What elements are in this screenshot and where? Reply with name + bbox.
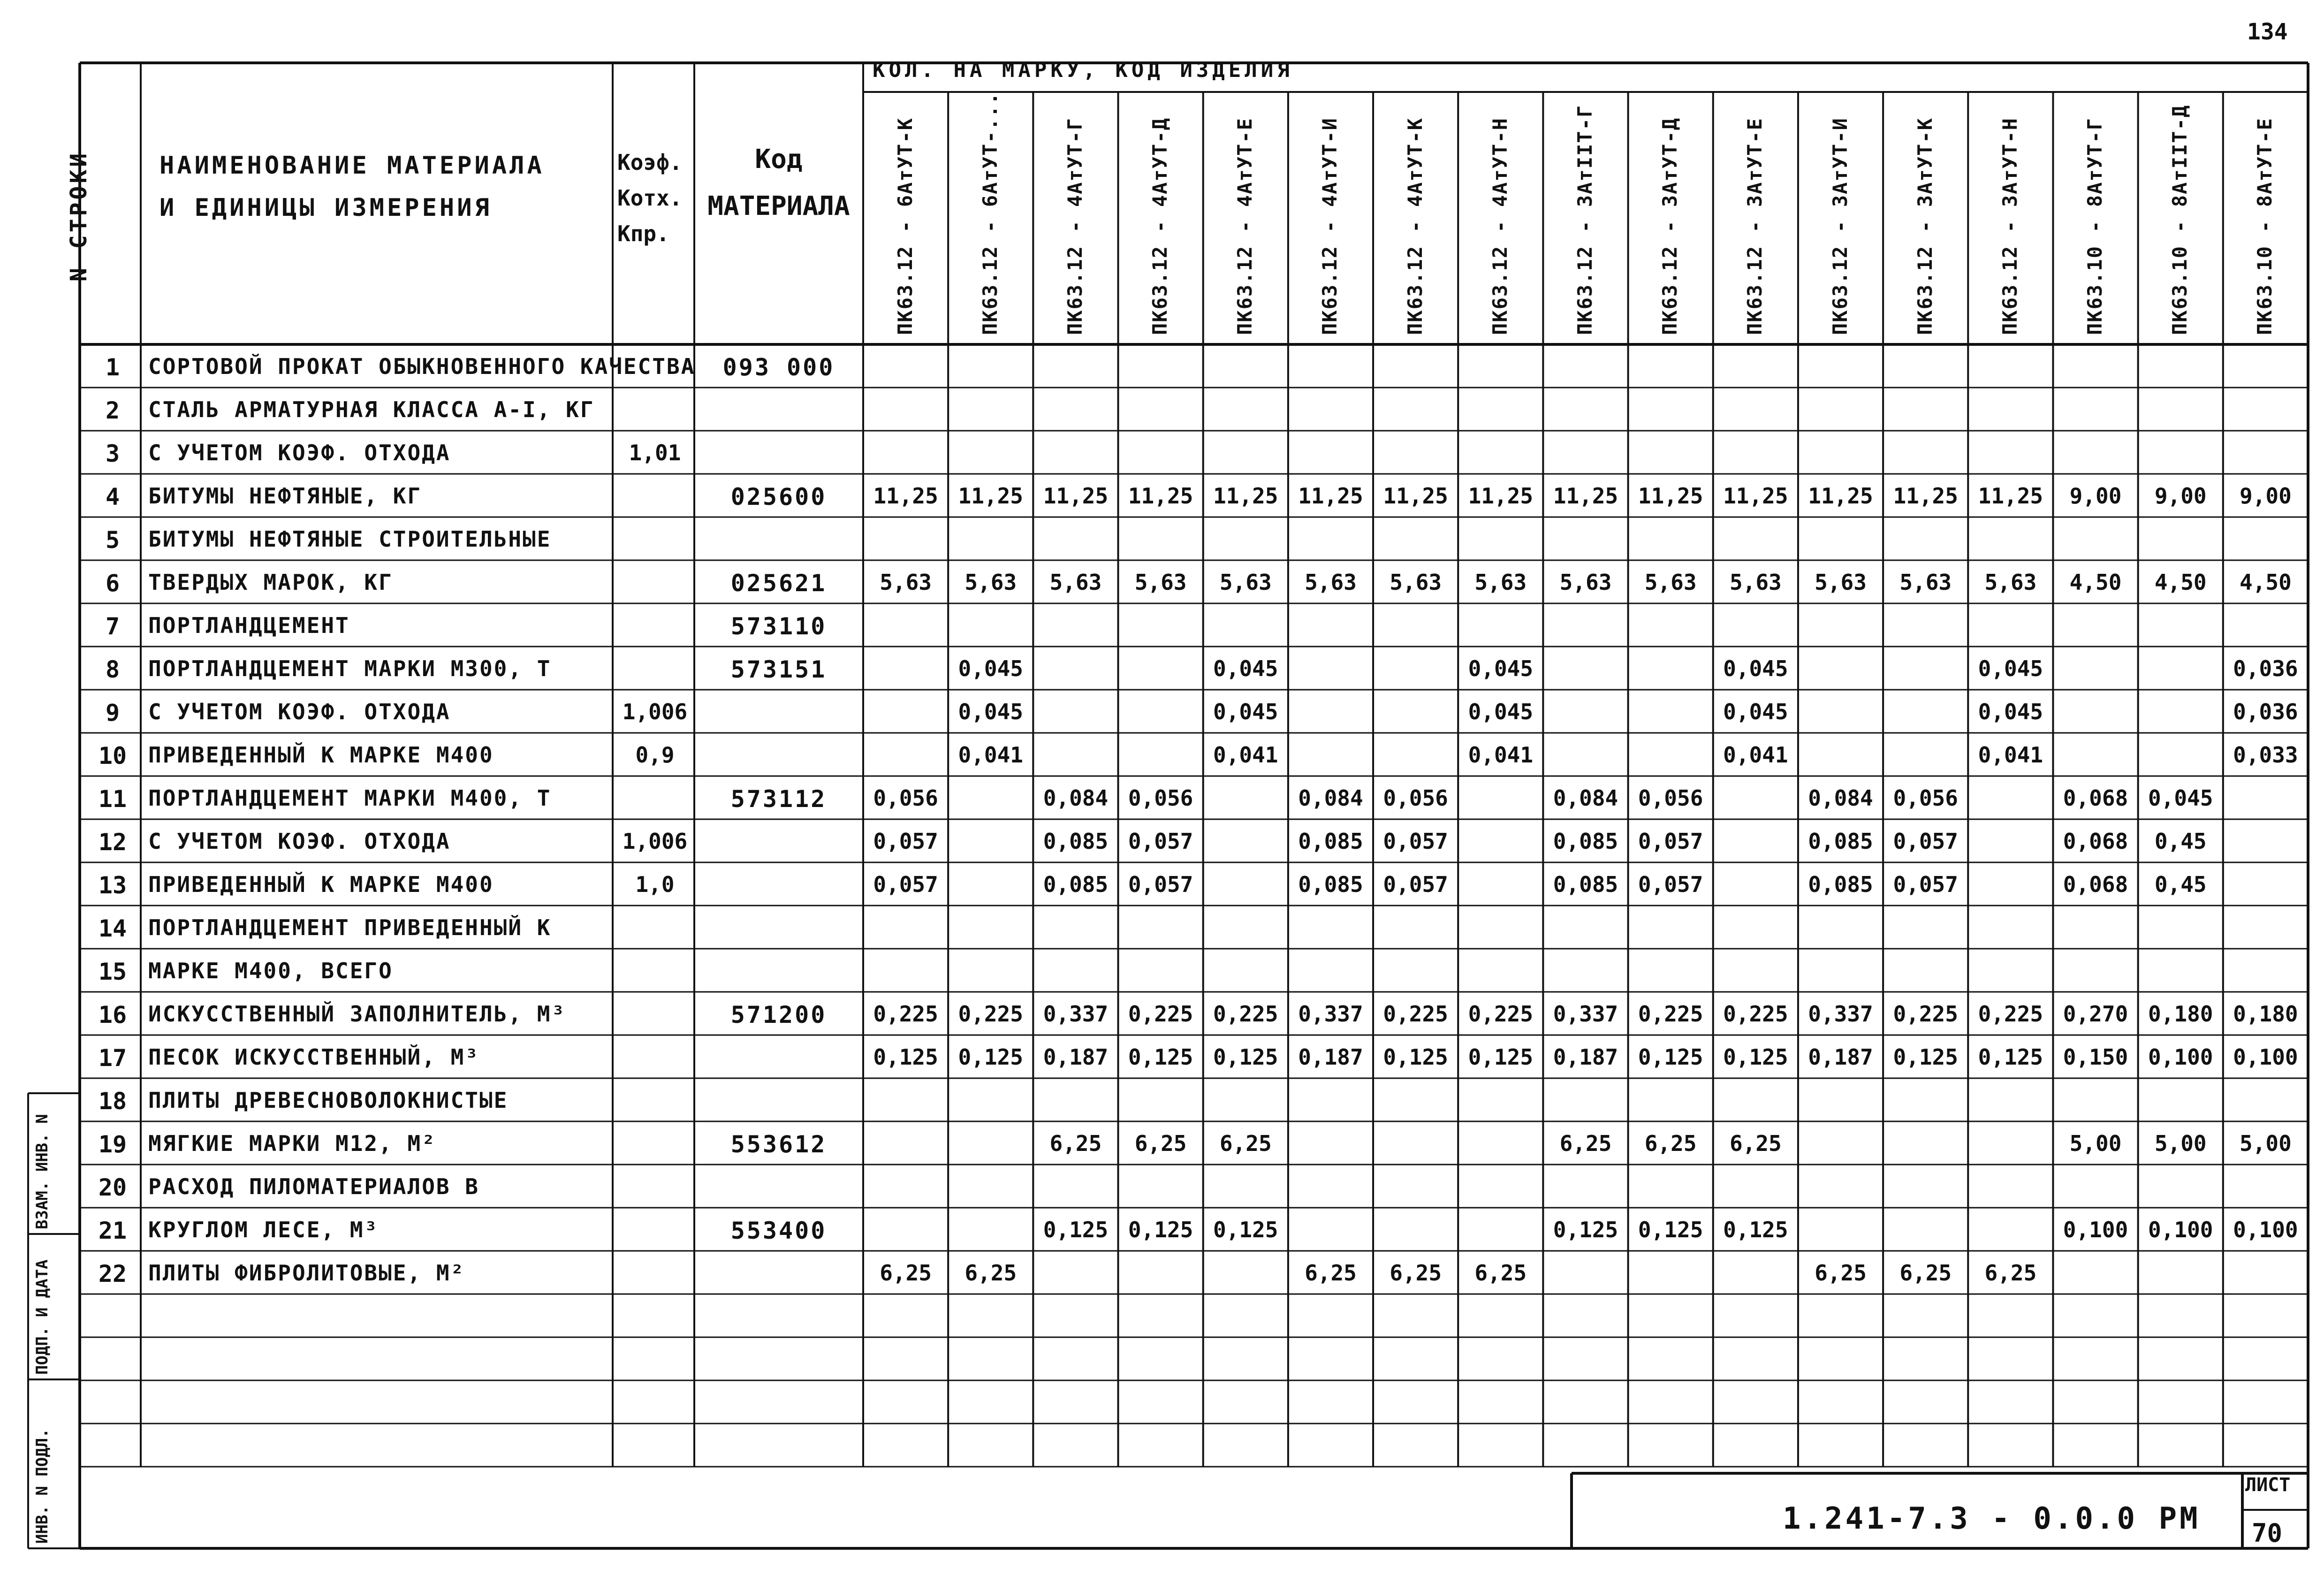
quantity-cell: 5,00 (2154, 1131, 2207, 1156)
quantity-cell: 0,068 (2063, 829, 2128, 854)
material-name: ПОРТЛАНДЦЕМЕНТ ПРИВЕДЕННЫЙ К (148, 915, 552, 940)
quantity-cell: 6,25 (880, 1260, 932, 1286)
quantity-cell: 0,084 (1808, 785, 1873, 811)
row-number: 21 (98, 1217, 127, 1244)
quantity-cell: 0,45 (2154, 829, 2207, 854)
quantity-cell: 0,041 (958, 742, 1023, 768)
quantity-cell: 5,63 (1644, 570, 1697, 595)
quantity-cell: 6,25 (1305, 1260, 1357, 1286)
quantity-cell: 0,187 (1553, 1044, 1618, 1070)
quantity-cell: 0,225 (1213, 1001, 1278, 1027)
material-name: МЯГКИЕ МАРКИ М12, М² (148, 1131, 436, 1156)
quantity-cell: 0,125 (1383, 1044, 1448, 1070)
quantity-cell: 0,100 (2148, 1217, 2213, 1242)
quantity-cell: 0,056 (873, 785, 938, 811)
coefficient: 1,006 (622, 699, 688, 724)
product-column-header: ПК63.12 - 4АтУТ-И (1318, 117, 1342, 335)
quantity-cell: 4,50 (2154, 570, 2207, 595)
row-number: 19 (98, 1131, 127, 1158)
quantity-cell: 11,25 (873, 483, 938, 509)
quantity-cell: 0,125 (1978, 1044, 2043, 1070)
quantity-cell: 0,057 (1638, 829, 1703, 854)
quantity-cell: 0,085 (1298, 872, 1363, 897)
quantity-cell: 0,068 (2063, 872, 2128, 897)
header-material-name: НАИМЕНОВАНИЕ МАТЕРИАЛА И ЕДИНИЦЫ ИЗМЕРЕНИЯ (159, 152, 545, 222)
document-code: 1.241-7.3 - 0.0.0 РМ (1783, 1501, 2201, 1536)
material-code: 573151 (730, 656, 827, 683)
quantity-cell: 6,25 (1134, 1131, 1187, 1156)
row-number: 6 (105, 570, 120, 597)
header-material-code: Код МАТЕРИАЛА (707, 144, 850, 221)
quantity-cell: 0,100 (2063, 1217, 2128, 1242)
material-name: С УЧЕТОМ КОЭФ. ОТХОДА (148, 699, 451, 724)
row-number: 15 (98, 958, 127, 985)
material-name: СОРТОВОЙ ПРОКАТ ОБЫКНОВЕННОГО КАЧЕСТВА (148, 354, 696, 379)
material-name: ИСКУССТВЕННЫЙ ЗАПОЛНИТЕЛЬ, М³ (148, 1001, 566, 1027)
row-number: 18 (98, 1088, 127, 1115)
quantity-cell: 0,180 (2233, 1001, 2298, 1027)
quantity-cell: 0,068 (2063, 785, 2128, 811)
product-column-header: ПК63.12 - 3АтIIТ-Г (1573, 104, 1596, 335)
coefficient: 1,0 (635, 872, 675, 897)
binding-stamp-label: ВЗАМ. ИНВ. N (33, 1114, 52, 1229)
quantity-cell: 0,084 (1553, 785, 1618, 811)
quantity-cell: 5,63 (965, 570, 1017, 595)
quantity-cell: 11,25 (1553, 483, 1618, 509)
quantity-cell: 0,337 (1043, 1001, 1109, 1027)
quantity-cell: 11,25 (958, 483, 1023, 509)
row-number: 22 (98, 1260, 127, 1287)
quantity-cell: 0,225 (1128, 1001, 1193, 1027)
quantity-cell: 0,057 (873, 872, 938, 897)
material-name: СТАЛЬ АРМАТУРНАЯ КЛАССА А-I, КГ (148, 397, 595, 422)
quantity-cell: 0,125 (1213, 1044, 1278, 1070)
material-name: МАРКЕ М400, ВСЕГО (148, 958, 393, 983)
quantity-cell: 0,045 (1723, 699, 1788, 724)
row-number: 8 (105, 656, 120, 683)
product-column-header: ПК63.10 - 8АтУТ-Г (2083, 117, 2107, 335)
quantity-cell: 0,125 (1213, 1217, 1278, 1242)
sheet-number: 70 (2252, 1518, 2283, 1548)
quantity-cell: 0,085 (1553, 829, 1618, 854)
quantity-cell: 0,125 (1468, 1044, 1534, 1070)
quantity-cell: 0,085 (1043, 872, 1109, 897)
quantity-cell: 0,057 (1638, 872, 1703, 897)
products-caption: КОЛ. НА МАРКУ, КОД ИЗДЕЛИЯ (873, 58, 1293, 82)
quantity-cell: 0,036 (2233, 699, 2298, 724)
quantity-cell: 5,00 (2240, 1131, 2292, 1156)
product-column-header: ПК63.12 - 3АтУТ-Е (1743, 117, 1767, 335)
quantity-cell: 5,63 (1474, 570, 1527, 595)
quantity-cell: 0,125 (1638, 1217, 1703, 1242)
quantity-cell: 0,45 (2154, 872, 2207, 897)
quantity-cell: 11,25 (1383, 483, 1448, 509)
quantity-cell: 0,125 (1638, 1044, 1703, 1070)
quantity-cell: 0,187 (1808, 1044, 1873, 1070)
sheet-corner-number: 134 (2247, 19, 2288, 45)
product-column-header: ПК63.10 - 8АтУТ-Е (2253, 117, 2277, 335)
material-code: 025621 (730, 570, 827, 597)
quantity-cell: 0,225 (1383, 1001, 1448, 1027)
quantity-cell: 0,057 (1128, 829, 1193, 854)
quantity-cell: 0,056 (1383, 785, 1448, 811)
row-number: 11 (98, 785, 127, 813)
quantity-cell: 0,337 (1298, 1001, 1363, 1027)
quantity-cell: 0,100 (2233, 1217, 2298, 1242)
quantity-cell: 0,033 (2233, 742, 2298, 768)
quantity-cell: 0,225 (1893, 1001, 1958, 1027)
quantity-cell: 0,125 (1723, 1044, 1788, 1070)
quantity-cell: 0,225 (1978, 1001, 2043, 1027)
row-number: 17 (98, 1044, 127, 1072)
quantity-cell: 0,125 (1893, 1044, 1958, 1070)
coefficient: 0,9 (635, 742, 675, 768)
quantity-cell: 0,057 (1893, 872, 1958, 897)
row-number: 12 (98, 829, 127, 856)
quantity-cell: 0,045 (1723, 656, 1788, 681)
quantity-cell: 0,337 (1553, 1001, 1618, 1027)
quantity-cell: 0,041 (1468, 742, 1534, 768)
quantity-cell: 0,041 (1213, 742, 1278, 768)
material-name: БИТУМЫ НЕФТЯНЫЕ СТРОИТЕЛЬНЫЕ (148, 526, 552, 552)
material-code: 571200 (730, 1001, 827, 1028)
product-column-header: ПК63.12 - 4АтУТ-Д (1148, 117, 1172, 335)
quantity-cell: 0,057 (1893, 829, 1958, 854)
quantity-cell: 0,041 (1723, 742, 1788, 768)
quantity-cell: 0,125 (1128, 1217, 1193, 1242)
material-name: ПРИВЕДЕННЫЙ К МАРКЕ М400 (148, 742, 494, 768)
quantity-cell: 0,125 (1723, 1217, 1788, 1242)
quantity-cell: 0,057 (1128, 872, 1193, 897)
quantity-cell: 6,25 (1984, 1260, 2037, 1286)
quantity-cell: 0,045 (1213, 656, 1278, 681)
quantity-cell: 5,63 (1984, 570, 2037, 595)
quantity-cell: 0,084 (1043, 785, 1109, 811)
row-number: 13 (98, 872, 127, 899)
material-name: ТВЕРДЫХ МАРОК, КГ (148, 570, 393, 595)
quantity-cell: 5,63 (1729, 570, 1782, 595)
quantity-cell: 0,045 (958, 699, 1023, 724)
quantity-cell: 0,225 (1468, 1001, 1534, 1027)
quantity-cell: 11,25 (1978, 483, 2043, 509)
row-number: 9 (105, 699, 120, 726)
binding-stamp-label: ИНВ. N ПОДЛ. (33, 1428, 52, 1544)
quantity-cell: 0,084 (1298, 785, 1363, 811)
quantity-cell: 5,63 (1219, 570, 1272, 595)
binding-stamp-label: ПОДП. И ДАТА (33, 1259, 52, 1375)
quantity-cell: 11,25 (1128, 483, 1193, 509)
product-column-header: ПК63.12 - 3АтУТ-К (1913, 117, 1937, 335)
quantity-cell: 0,085 (1298, 829, 1363, 854)
header-coefficient: Коэф. Котх. Кпр. (617, 150, 683, 246)
quantity-cell: 9,00 (2154, 483, 2207, 509)
product-column-header: ПК63.10 - 8АтIIТ-Д (2168, 104, 2192, 335)
material-code: 573112 (730, 785, 827, 813)
row-number: 4 (105, 483, 120, 510)
quantity-cell: 11,25 (1893, 483, 1958, 509)
quantity-cell: 5,63 (1815, 570, 1867, 595)
quantity-cell: 9,00 (2240, 483, 2292, 509)
product-column-header: ПК63.12 - 4АтУТ-Н (1488, 117, 1511, 335)
row-number: 14 (98, 915, 127, 942)
quantity-cell: 0,085 (1043, 829, 1109, 854)
product-column-header: ПК63.12 - 3АтУТ-Д (1658, 117, 1682, 335)
row-number: 1 (105, 354, 120, 381)
quantity-cell: 0,225 (873, 1001, 938, 1027)
material-name: КРУГЛОМ ЛЕСЕ, М³ (148, 1217, 379, 1242)
quantity-cell: 6,25 (1474, 1260, 1527, 1286)
quantity-cell: 0,045 (1978, 656, 2043, 681)
quantity-cell: 6,25 (1559, 1131, 1612, 1156)
quantity-cell: 5,63 (880, 570, 932, 595)
quantity-cell: 0,045 (1978, 699, 2043, 724)
quantity-cell: 0,337 (1808, 1001, 1873, 1027)
quantity-cell: 0,036 (2233, 656, 2298, 681)
quantity-cell: 11,25 (1213, 483, 1278, 509)
material-code: 573110 (730, 613, 827, 640)
quantity-cell: 0,187 (1298, 1044, 1363, 1070)
product-column-header: ПК63.12 - 4АтУТ-Е (1233, 117, 1257, 335)
quantity-cell: 0,125 (1043, 1217, 1109, 1242)
row-number: 10 (98, 742, 127, 769)
quantity-cell: 5,63 (1305, 570, 1357, 595)
quantity-cell: 6,25 (965, 1260, 1017, 1286)
quantity-cell: 0,057 (1383, 829, 1448, 854)
quantity-cell: 5,63 (1559, 570, 1612, 595)
product-column-header: ПК63.12 - 4АтУТ-Г (1063, 117, 1086, 335)
quantity-cell: 0,056 (1128, 785, 1193, 811)
quantity-cell: 4,50 (2240, 570, 2292, 595)
quantity-cell: 11,25 (1723, 483, 1788, 509)
quantity-cell: 0,085 (1808, 872, 1873, 897)
material-name: РАСХОД ПИЛОМАТЕРИАЛОВ В (148, 1174, 479, 1199)
material-name: ПЛИТЫ ФИБРОЛИТОВЫЕ, М² (148, 1260, 465, 1286)
product-column-header: ПК63.12 - 3АтУТ-И (1828, 117, 1852, 335)
quantity-cell: 11,25 (1808, 483, 1873, 509)
row-number: 3 (105, 440, 120, 467)
row-number: 7 (105, 613, 120, 640)
product-column-header: ПК63.12 - 6АтУТ-К (893, 117, 917, 335)
quantity-cell: 0,045 (958, 656, 1023, 681)
quantity-cell: 0,100 (2148, 1044, 2213, 1070)
quantity-cell: 0,100 (2233, 1044, 2298, 1070)
quantity-cell: 6,25 (1390, 1260, 1442, 1286)
quantity-cell: 6,25 (1219, 1131, 1272, 1156)
quantity-cell: 5,63 (1899, 570, 1952, 595)
quantity-cell: 0,125 (873, 1044, 938, 1070)
quantity-cell: 5,00 (2069, 1131, 2122, 1156)
quantity-cell: 0,125 (958, 1044, 1023, 1070)
quantity-cell: 5,63 (1390, 570, 1442, 595)
quantity-cell: 6,25 (1899, 1260, 1952, 1286)
quantity-cell: 0,270 (2063, 1001, 2128, 1027)
quantity-cell: 0,057 (873, 829, 938, 854)
quantity-cell: 11,25 (1638, 483, 1703, 509)
quantity-cell: 0,056 (1893, 785, 1958, 811)
quantity-cell: 0,056 (1638, 785, 1703, 811)
material-name: ПОРТЛАНДЦЕМЕНТ МАРКИ М400, Т (148, 785, 552, 811)
material-code: 025600 (730, 483, 827, 510)
quantity-cell: 6,25 (1729, 1131, 1782, 1156)
quantity-cell: 0,045 (2148, 785, 2213, 811)
quantity-cell: 0,180 (2148, 1001, 2213, 1027)
quantity-cell: 0,045 (1468, 656, 1534, 681)
quantity-cell: 5,63 (1134, 570, 1187, 595)
quantity-cell: 0,045 (1213, 699, 1278, 724)
product-column-header: ПК63.12 - 6АтУТ-... (978, 91, 1002, 335)
quantity-cell: 6,25 (1049, 1131, 1102, 1156)
quantity-cell: 0,057 (1383, 872, 1448, 897)
quantity-cell: 0,041 (1978, 742, 2043, 768)
quantity-cell: 6,25 (1644, 1131, 1697, 1156)
quantity-cell: 4,50 (2069, 570, 2122, 595)
material-name: С УЧЕТОМ КОЭФ. ОТХОДА (148, 440, 451, 465)
sheet-label: ЛИСТ (2245, 1474, 2291, 1496)
material-name: С УЧЕТОМ КОЭФ. ОТХОДА (148, 829, 451, 854)
coefficient: 1,006 (622, 829, 688, 854)
quantity-cell: 0,085 (1808, 829, 1873, 854)
quantity-cell: 11,25 (1298, 483, 1363, 509)
quantity-cell: 6,25 (1815, 1260, 1867, 1286)
product-column-header: ПК63.12 - 3АтУТ-Н (1998, 117, 2021, 335)
material-code: 553612 (730, 1131, 827, 1158)
quantity-cell: 0,125 (1553, 1217, 1618, 1242)
quantity-cell: 11,25 (1468, 483, 1534, 509)
quantity-cell: 0,125 (1128, 1044, 1193, 1070)
quantity-cell: 0,225 (1723, 1001, 1788, 1027)
row-number: 20 (98, 1174, 127, 1201)
material-name: БИТУМЫ НЕФТЯНЫЕ, КГ (148, 483, 422, 509)
quantity-cell: 0,225 (958, 1001, 1023, 1027)
quantity-cell: 11,25 (1043, 483, 1109, 509)
product-column-header: ПК63.12 - 4АтУТ-К (1403, 117, 1427, 335)
material-code: 553400 (730, 1217, 827, 1244)
material-name: ПОРТЛАНДЦЕМЕНТ МАРКИ М300, Т (148, 656, 552, 681)
coefficient: 1,01 (629, 440, 681, 465)
material-name: ПЕСОК ИСКУССТВЕННЫЙ, М³ (148, 1044, 479, 1070)
quantity-cell: 0,150 (2063, 1044, 2128, 1070)
quantity-cell: 0,187 (1043, 1044, 1109, 1070)
row-number: 5 (105, 526, 120, 554)
row-number: 16 (98, 1001, 127, 1028)
quantity-cell: 5,63 (1049, 570, 1102, 595)
row-number: 2 (105, 397, 120, 424)
material-name: ПОРТЛАНДЦЕМЕНТ (148, 613, 350, 638)
material-name: ПЛИТЫ ДРЕВЕСНОВОЛОКНИСТЫЕ (148, 1088, 509, 1113)
quantity-cell: 0,045 (1468, 699, 1534, 724)
material-code: 093 000 (722, 354, 835, 381)
material-name: ПРИВЕДЕННЫЙ К МАРКЕ М400 (148, 872, 494, 897)
quantity-cell: 0,225 (1638, 1001, 1703, 1027)
quantity-cell: 0,085 (1553, 872, 1618, 897)
header-row-number: N СТРОКИ (66, 150, 92, 282)
quantity-cell: 9,00 (2069, 483, 2122, 509)
